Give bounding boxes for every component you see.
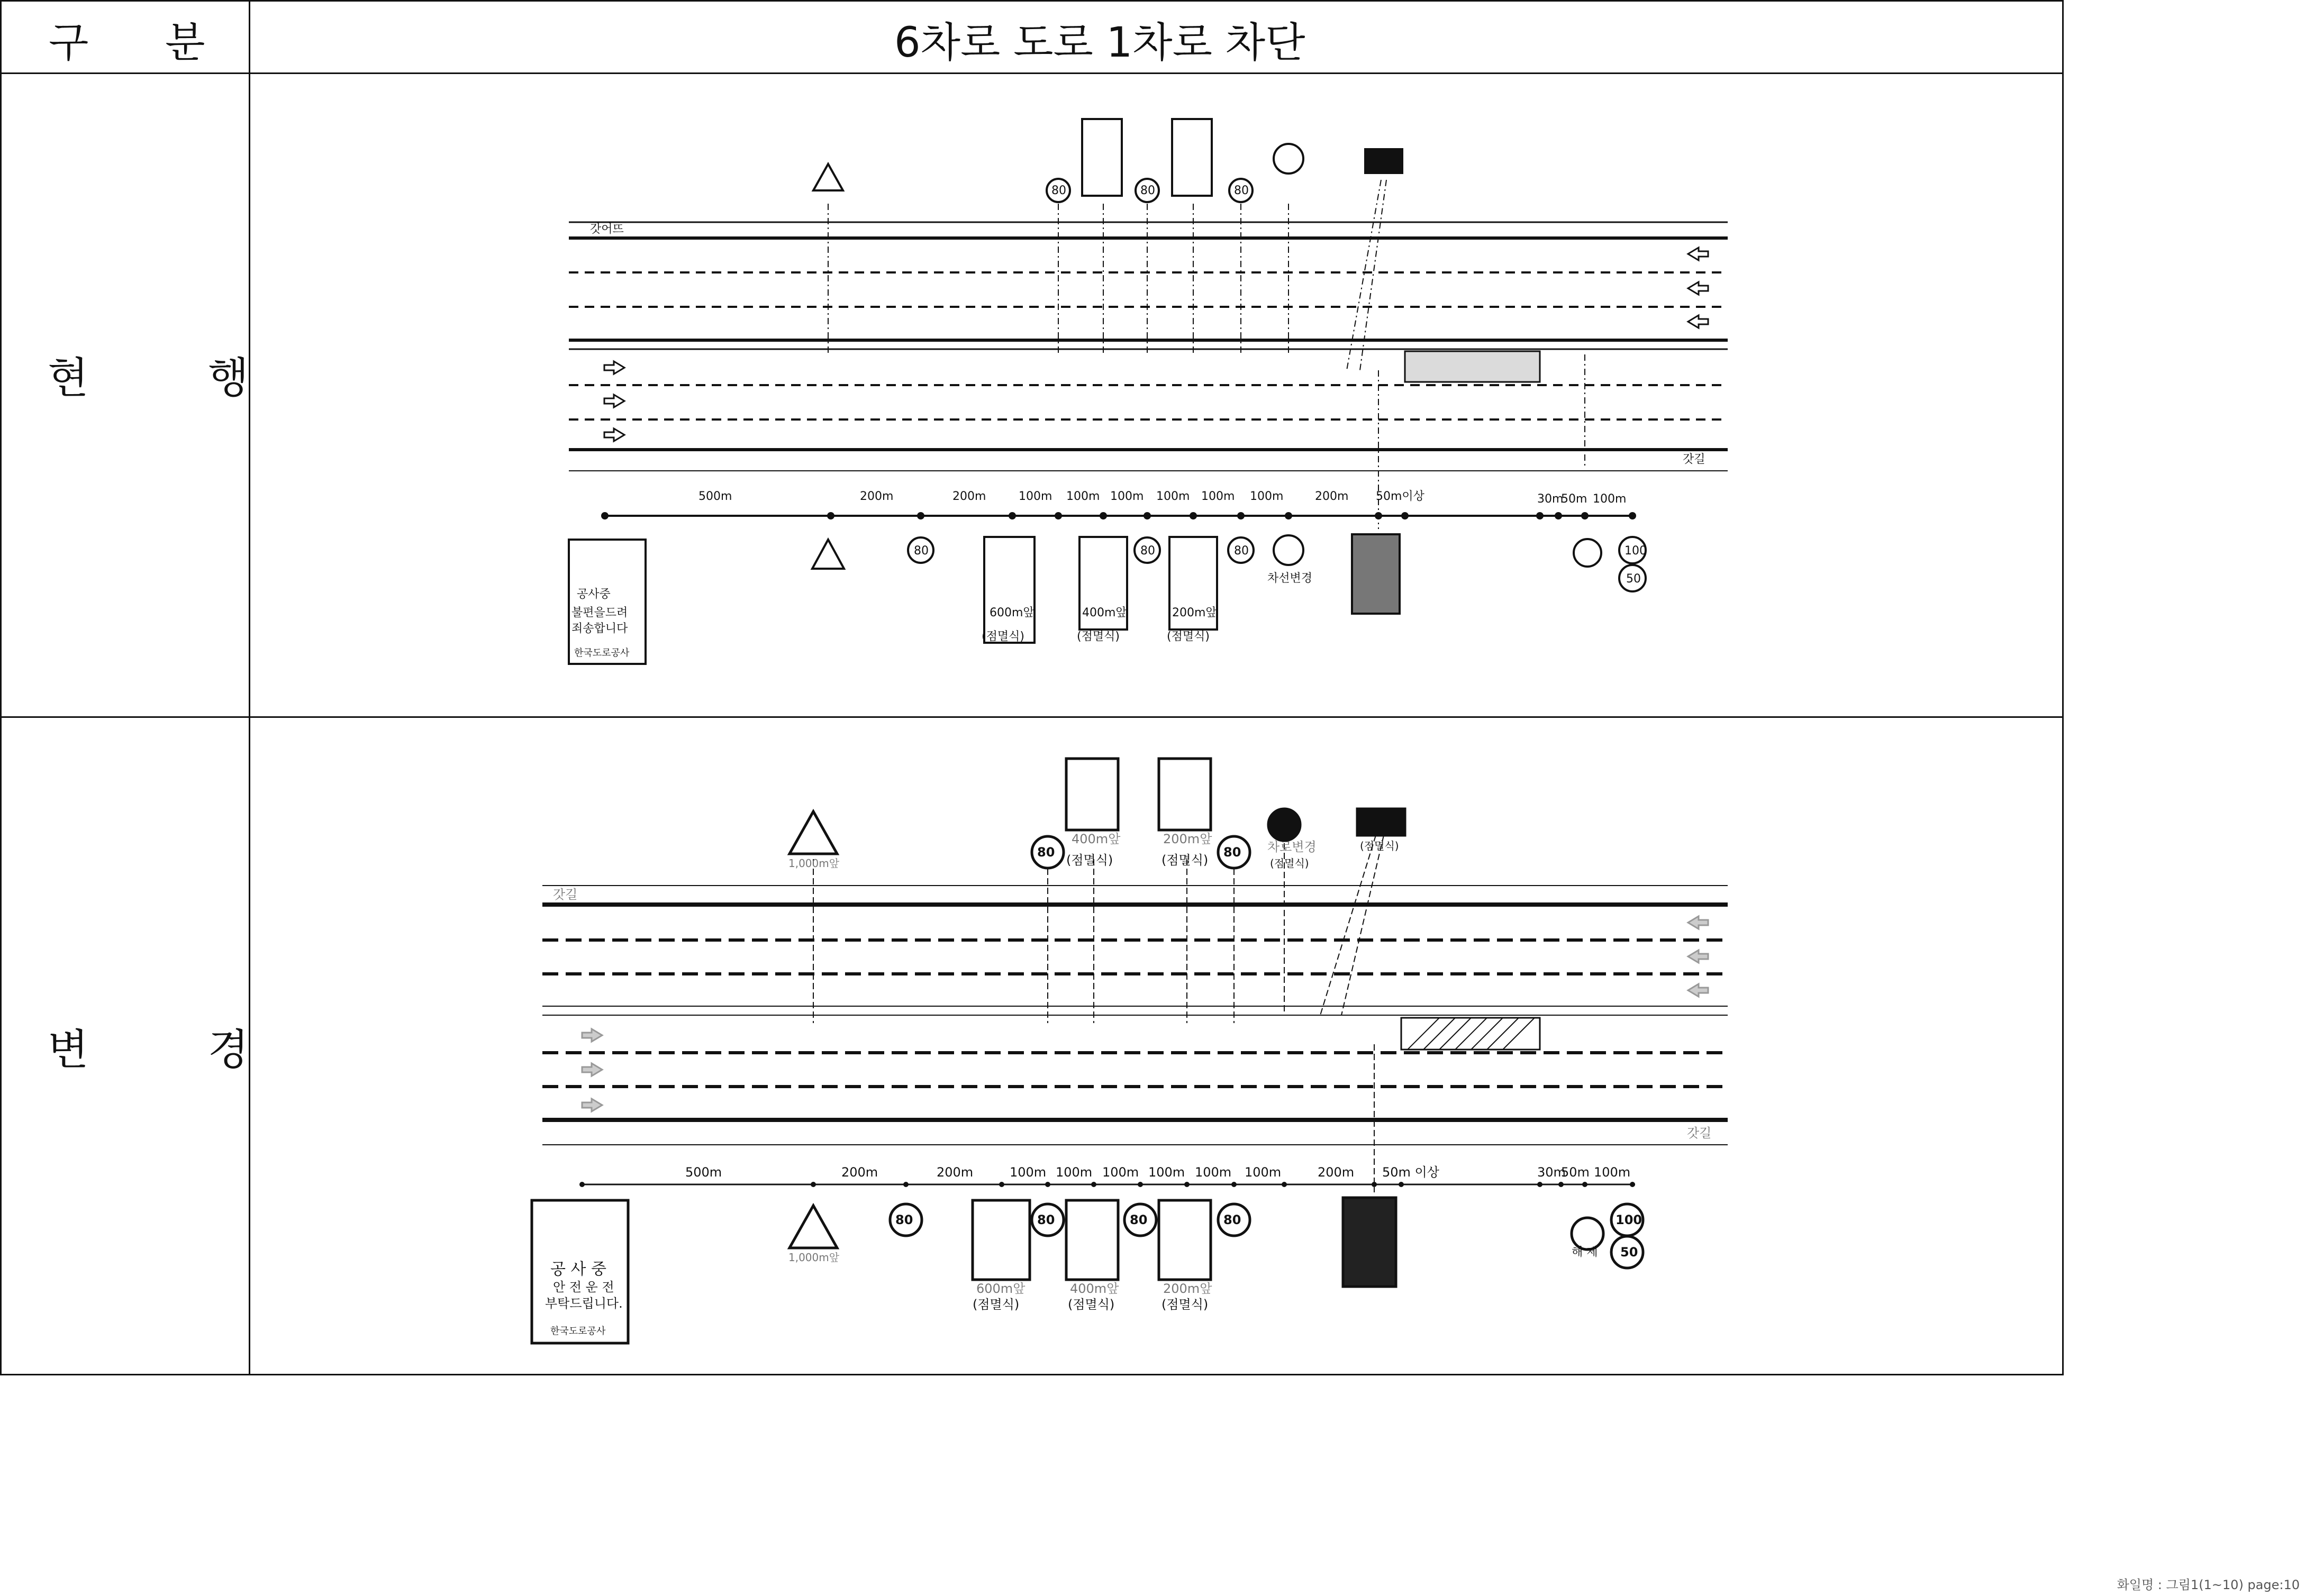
speed-label: 80: [1051, 184, 1066, 197]
distance-label: 100m: [1010, 1165, 1047, 1180]
work-sign-text: 공 사 중: [550, 1260, 607, 1279]
blink-label: (점멸식): [1077, 630, 1120, 643]
work-sign-text: 안 전 운 전: [553, 1280, 614, 1294]
release-label: 해 제: [1572, 1246, 1598, 1259]
blink-label: (점멸식): [1066, 853, 1113, 868]
distance-label: 100m: [1110, 490, 1144, 503]
distance-label: 100m: [1156, 490, 1190, 503]
speed-label: 80: [1223, 1212, 1241, 1227]
distance-label: 50m: [1561, 1165, 1590, 1180]
work-sign-text: 불편을드려: [571, 606, 628, 619]
row-label-changed: 변 경: [48, 1025, 302, 1074]
distance-label: 100m: [1056, 1165, 1093, 1180]
sign-label: 1,000m앞: [788, 1251, 840, 1264]
distance-label: 100m: [1019, 490, 1052, 503]
speed-label: 80: [1037, 845, 1055, 860]
speed-label: 80: [1234, 184, 1249, 197]
current-diagram: [0, 0, 2064, 716]
shoulder-label: 갓어뜨: [590, 223, 624, 236]
sign-label: 600m앞: [976, 1281, 1026, 1296]
lane-change-label: 차로변경: [1267, 840, 1317, 854]
blink-label: (점멸식): [1360, 840, 1399, 852]
sign-label: 400m앞: [1082, 606, 1127, 619]
distance-label: 100m: [1102, 1165, 1139, 1180]
distance-label: 30m: [1537, 493, 1564, 506]
blink-label: (점멸식): [1167, 630, 1210, 643]
file-footer: 화일명 : 그림1(1~10) page:10: [2117, 1577, 2300, 1592]
distance-label: 200m: [860, 490, 894, 503]
speed-label: 50: [1626, 572, 1641, 586]
work-sign-text: 부탁드립니다.: [545, 1296, 623, 1311]
lane-change-label: 차선변경: [1267, 572, 1313, 585]
distance-label: 200m: [1315, 490, 1349, 503]
distance-label: 30m: [1537, 1165, 1566, 1180]
shoulder-label: 갓길: [1683, 453, 1705, 466]
row-label-current: 현 행: [48, 353, 302, 403]
speed-label: 80: [1140, 544, 1155, 558]
changed-diagram: [0, 716, 2064, 1375]
sign-label: 1,000m앞: [788, 857, 840, 870]
distance-label: 100m: [1201, 490, 1235, 503]
distance-label: 100m: [1195, 1165, 1232, 1180]
sign-label: 200m앞: [1163, 832, 1212, 846]
sign-label: 400m앞: [1072, 832, 1121, 846]
work-sign-text: 한국도로공사: [574, 647, 630, 659]
shoulder-label: 갓길: [553, 887, 578, 902]
distance-label: 100m: [1245, 1165, 1282, 1180]
blink-label: (점멸식): [982, 630, 1024, 643]
distance-label: 200m: [952, 490, 986, 503]
speed-label: 80: [1140, 184, 1155, 197]
sign-label: 200m앞: [1163, 1281, 1212, 1296]
work-sign-text: 죄송합니다: [571, 622, 628, 635]
speed-label: 80: [895, 1212, 913, 1227]
sign-label: 200m앞: [1172, 606, 1217, 619]
shoulder-label: 갓길: [1687, 1126, 1712, 1141]
speed-label: 100: [1625, 544, 1647, 558]
distance-label: 500m: [698, 490, 732, 503]
work-sign-text: 공사중: [577, 588, 611, 601]
header-title: 6차로 도로 1차로 차단: [894, 19, 1305, 67]
work-sign-text: 한국도로공사: [550, 1326, 606, 1337]
speed-label: 80: [1223, 845, 1241, 860]
distance-label: 200m: [1318, 1165, 1355, 1180]
blink-label: (점멸식): [1161, 1297, 1209, 1312]
blink-label: (점멸식): [1270, 857, 1309, 870]
speed-label: 80: [1037, 1212, 1055, 1227]
header-category: 구 분: [49, 19, 237, 67]
distance-label: 100m: [1148, 1165, 1185, 1180]
distance-label: 100m: [1594, 1165, 1631, 1180]
sign-label: 400m앞: [1070, 1281, 1119, 1296]
speed-label: 50: [1620, 1245, 1638, 1260]
speed-label: 80: [1130, 1212, 1148, 1227]
speed-label: 100: [1616, 1212, 1642, 1227]
blink-label: (점멸식): [973, 1297, 1020, 1312]
distance-label: 100m: [1593, 493, 1627, 506]
distance-label: 50m 이상: [1382, 1165, 1439, 1180]
speed-label: 80: [1234, 544, 1249, 558]
speed-label: 80: [914, 544, 929, 558]
distance-label: 50m: [1561, 493, 1587, 506]
distance-label: 50m이상: [1376, 490, 1424, 503]
distance-label: 200m: [841, 1165, 878, 1180]
blink-label: (점멸식): [1161, 853, 1209, 868]
distance-label: 200m: [937, 1165, 974, 1180]
sign-label: 600m앞: [990, 606, 1034, 619]
distance-label: 100m: [1250, 490, 1284, 503]
distance-label: 500m: [685, 1165, 722, 1180]
blink-label: (점멸식): [1068, 1297, 1115, 1312]
distance-label: 100m: [1066, 490, 1100, 503]
